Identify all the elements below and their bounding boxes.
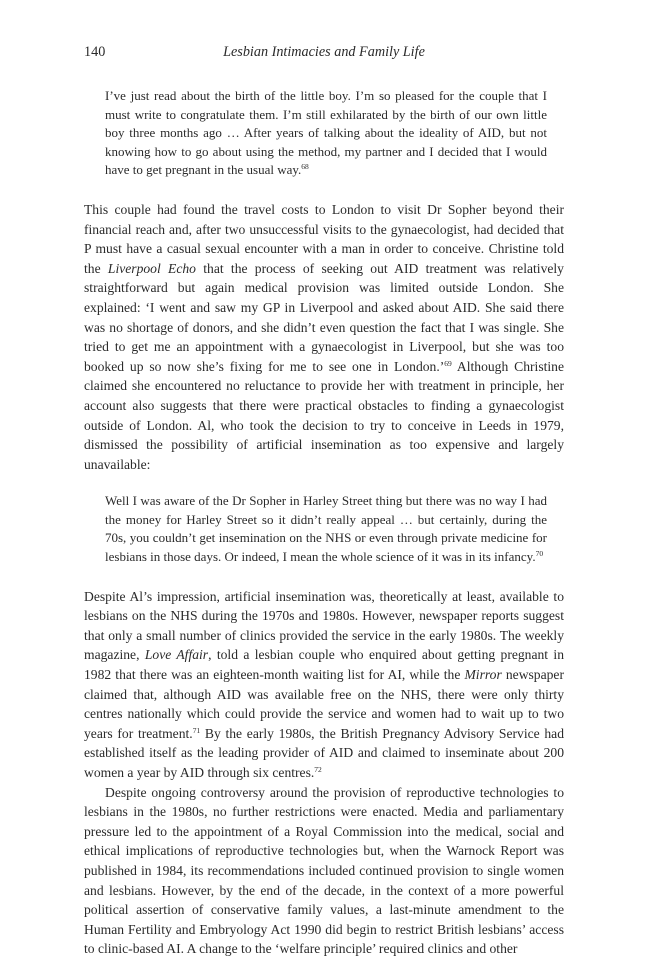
- body-paragraph: [84, 200, 564, 474]
- main-text: [84, 87, 564, 959]
- footnote-marker: 70: [535, 549, 544, 559]
- page-number: 140: [84, 44, 106, 60]
- block-quote: [105, 87, 547, 180]
- running-head: [84, 44, 564, 64]
- paragraph-text: Despite ongoing controversy around the provision of reproductive technologies to lesbians in the 1980s, no further restrictions were enacted. Media and parliamentary pressure led to the appointment of a Royal Commission into the medical, social and ethical implications of reproductive technologies but, when the Warnock Report was published in 1984, its recommendations included continued provision to single women and lesbians. However, by the end of the decade, in the context of a more powerful political assertion of conservative family values, a last-minute amendment to the Human Fertility and Embryology Act 1990 did begin to restrict British lesbians’ access to clinic-based AI. A change to the ‘welfare principle’ required clinics and other: [84, 784, 564, 957]
- block-quote: [105, 492, 547, 566]
- paragraph-text: Despite Al’s impression, artificial insemination was, theoretically at least, available to lesbians on the NHS during the 1970s and 1980s. However, newspaper reports suggest that only a small number of clinics provided the service in the early 1980s. The weekly magazine,: [84, 588, 564, 663]
- paragraph-text: , told a lesbian couple who enquired about getting pregnant in 1982 that there was an eighteen-month waiting list for AI, while the: [84, 647, 564, 683]
- paragraph-text: By the early 1980s, the British Pregnancy Advisory Service had established itself as the leading provider of AID and claimed to inseminate about 200 women a year by AID through six centres.: [84, 725, 565, 780]
- paragraph-text: This couple had found the travel costs to London to visit Dr Sopher beyond their financial reach and, after two unsuccessful visits to the gynaecologist, had decided that P must have a casual sexual encounter with a man in order to conceive. Christine told the: [84, 201, 564, 276]
- quote-text: I’ve just read about the birth of the little boy. I’m so pleased for the couple that I must write to congratulate them. I’m still exhilarated by the birth of our own little boy three months ago … After years of talking about the ideality of AID, but not knowing how to go about using the method, my partner and I decided that I would have to get pregnant in the usual way.: [105, 88, 547, 178]
- paragraph-text: newspaper claimed that, although AID was available free on the NHS, there were only thirty centres nationally which could provide the service and women had to wait up to two years for treatment.: [84, 667, 564, 741]
- running-title: Lesbian Intimacies and Family Life: [223, 44, 425, 60]
- footnote-marker: 71: [192, 725, 201, 735]
- paragraph-text: that the process of seeking out AID treatment was relatively straightforward but again medical provision was limited outside London. She explained: ‘I went and saw my GP in Liverpool and asked about AID. She said there was no shortage of donors, and she didn’t even question the fact that I was single. She tried to get me an appointment with a gynaecologist in Liverpool, but she was too booked up so now she’s fixing for me to see one in London.’: [84, 260, 564, 374]
- quote-text: Well I was aware of the Dr Sopher in Harley Street thing but there was no way I had the money for Harley Street so it didn’t really appeal … but certainly, during the 70s, you couldn’t get insemination on the NHS or even through private medicine for lesbians in those days. Or indeed, I mean the whole science of it was in its infancy.: [105, 493, 547, 565]
- body-paragraph: [84, 783, 564, 959]
- italic-title: Liverpool Echo: [107, 260, 196, 276]
- italic-title: Mirror: [464, 667, 502, 683]
- footnote-marker: 72: [314, 765, 322, 774]
- italic-title: Love Affair: [144, 647, 209, 663]
- footnote-marker: 69: [444, 358, 452, 368]
- body-paragraph: [84, 587, 564, 783]
- paragraph-text: Although Christine claimed she encountered no reluctance to provide her with treatment in principle, her account also suggests that there were practical obstacles to finding a gynaecologist outside of London. Al, who took the decision to try to conceive in Leeds in 1979, dismissed the possibility of artificial insemination as too expensive and largely unavailable:: [84, 358, 564, 472]
- footnote-marker: 68: [301, 162, 309, 172]
